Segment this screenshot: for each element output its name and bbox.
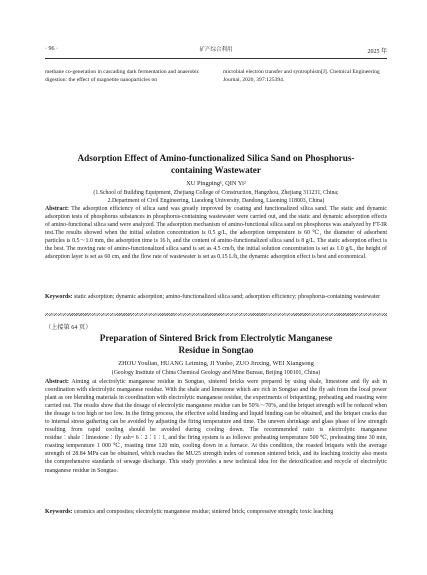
article1-authors: XU Pingping¹, QIN Yi² (186, 180, 246, 187)
keywords-label: Keywords: (45, 294, 73, 300)
article2-abstract-text: Aiming at electrolytic manganese residue in Songtao, sintered bricks were prepared by using shale, limestone and fly ash in coordination with electrolytic manganese residue. With the shale and limestone which are rich in Songtao and the fly ash from the local power plant as ore blending materials in coordination with electrolytic manganese residue, the experiments of briquetting, preheating and roasting were carried out. The results show that the dosage of electrolytic manganese residue can be 50%～70%, and the briquet strength will be reduced when the dosage is too high or too low. In the firing process, the effective solid binding and liquid binding can be obtained, and the briquet cracks due to internal stress gathering can be avoided by adjusting the firing temperature and time. The uneven shrinkage and glass phase of low strength resulting from rapid cooling should be avoided during cooling down. The recommended ratio is electrolytic manganese residue∶shale∶limestone∶fly ash= 6∶2∶1∶1, and the firing system is as follows: preheating temperature 500 ℃, preheating time 30 min, roasting temperature 1 000 ℃, roasting time 120 min, cooling down in a furnace. At this condition, the roasted briquets with the average strength of 28.84 MPa can be obtained, which reaches the MU25 strength index of common sintered brick, and its leaching toxicity also meets the comprehensive standards of sewage discharge. This study provides a new technical idea for the detoxification and recycle of electrolytic manganese residue in Songtao. (45, 379, 387, 474)
article1-title-line1: Adsorption Effect of Amino-functionalized Silica Sand on Phosphorus- (77, 153, 355, 163)
article1-affiliations (45, 189, 387, 205)
article1-affiliation-1: (1.School of Building Equipment, Zhejiang College of Construction, Hangzhou, Zhejiang 311231, China; (93, 190, 339, 196)
article2-affiliations (45, 369, 387, 377)
article2-affiliation-1: (Geology Institute of China Chemical Geology and Mine Bureau, Beijing 100101, China) (111, 370, 321, 376)
article1-title (45, 152, 387, 176)
section-divider (45, 313, 387, 316)
article2-abstract (45, 378, 387, 475)
page-number: · 96 · (45, 46, 58, 52)
continued-from-note: （上接第 64 页） (45, 324, 92, 331)
article1-keywords-text: static adsorption; dynamic adsorption; amino-functionalized silica sand; adsorption efficiency; phosphorus-containing wastewater (72, 294, 381, 300)
abstract-label: Abstract: (45, 379, 69, 385)
article2-title (45, 332, 387, 356)
article1-title-line2: containing Wastewater (171, 165, 261, 175)
header-rule (45, 58, 387, 59)
article2-keywords (45, 508, 387, 516)
article2-title-line2: Residue in Songtao (178, 345, 254, 355)
article1-keywords (45, 293, 387, 301)
article2-keywords-text: ceramics and composites; electrolytic manganese residue; sintered brick; compressive strength; toxic leaching (72, 509, 334, 515)
abstract-label: Abstract: (45, 206, 69, 212)
reference-right-column: microbial electron transfer and syntrophism[J]. Chemical Engineering Journal, 2020, 397:125394. (223, 69, 380, 83)
reference-left-column: methane co-generation in cascading dark fermentation and anaerobic digestion: the effect of magnetite nanoparticles on (45, 69, 200, 83)
journal-page (45, 0, 387, 575)
issue-year: 2025 年 (367, 49, 387, 55)
article2-title-line1: Preparation of Sintered Brick from Electrolytic Manganese (99, 333, 333, 343)
article1-affiliation-2: 2.Department of Civil Engineering, Liaodong University, Dandong, Liaoning 118003, China) (107, 198, 325, 204)
journal-name: 矿产综合利用 (199, 47, 233, 53)
keywords-label: Keywords: (45, 509, 73, 515)
page-header (45, 44, 387, 56)
article1-abstract (45, 205, 387, 261)
article1-abstract-text: The adsorption efficiency of silica sand was greatly improved by coating and functionalized silica sand. The static and dynamic adsorption tests of phosphorus substances in phosphorus-containing wastewater were carried out, and the static and dynamic adsorption effects of amino-functional silica sand were analyzed. The adsorption mechanism of amino-functional silica sand on phosphorus was analyzed by FT-IR test.The results showed when the initial solution concentration is 0.5 g/L, the adsorption temperature is 60 ℃, the diameter of adsorbent particles is 0.5～1.0 mm, the adsorption time is 16 h, and the content of amino-functionalized silica sand is 8 g/L. The static adsorption effect is the best. The moving rate of amino-functionalized silica sand is set as 4.5 cm/h, the initial solution concentration is set as 1.0 g/L, the height of adsorption layer is set as 60 cm, and the flow rate of wastewater is set as 0.15 L/h, the dynamic adsorption effect is best and economical. (45, 206, 387, 261)
article2-authors: ZHOU Youlian, HUANG Leiming, JI Yunbo, ZUO Jinxing, WEI Xiangsong (118, 360, 314, 367)
